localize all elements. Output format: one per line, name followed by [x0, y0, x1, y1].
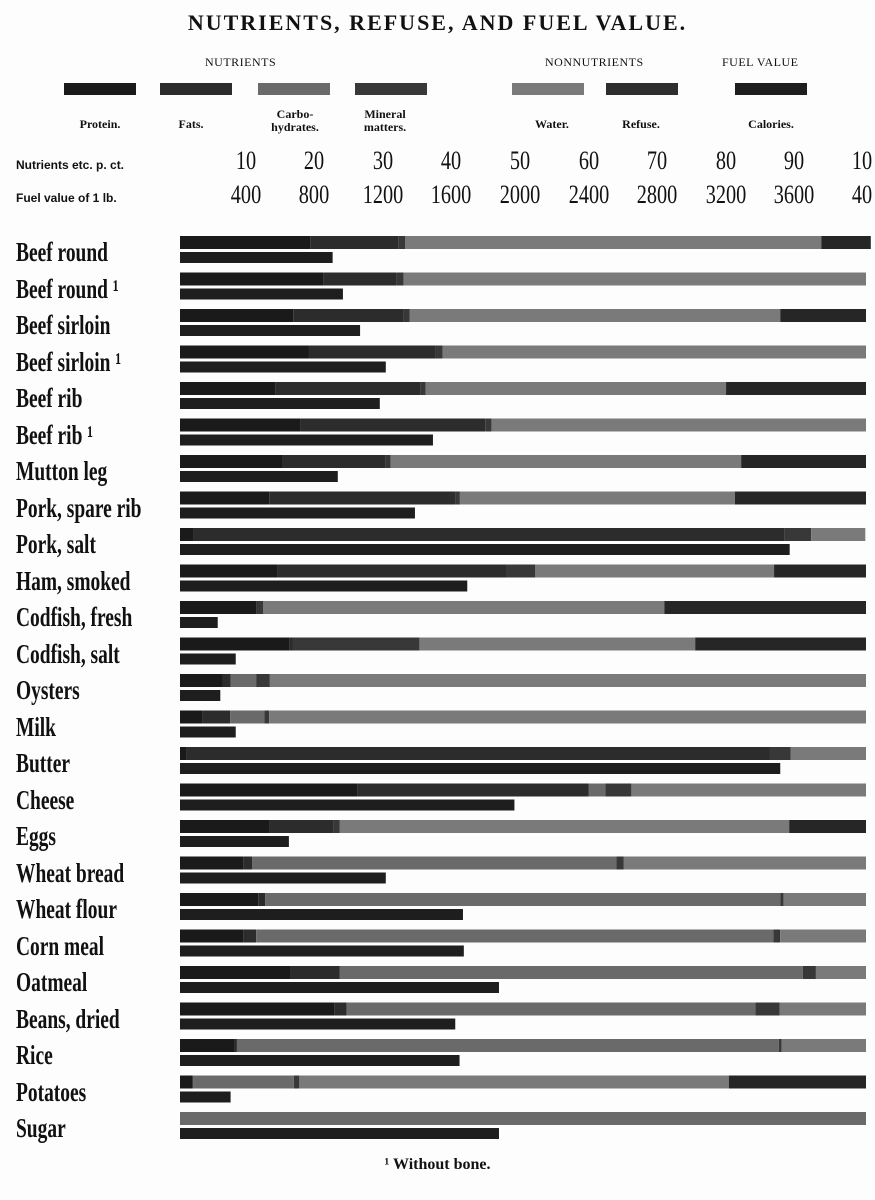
bar-segment-carbs	[180, 1112, 866, 1125]
bar-segment-carbs	[231, 674, 256, 687]
bar-segment-mineral	[421, 382, 426, 395]
bar-segment-fats	[223, 674, 231, 687]
bar-segment-carbs	[237, 1039, 779, 1052]
bar-segment-protein	[180, 455, 283, 468]
bar-segment-refuse	[789, 820, 866, 833]
bar-segment-refuse	[741, 455, 866, 468]
bar-segment-protein	[180, 309, 293, 322]
bar-segment-mineral	[385, 455, 390, 468]
bar-calories	[180, 654, 236, 665]
bar-segment-mineral	[293, 638, 420, 651]
bar-segment-water	[780, 930, 866, 943]
legend-label-protein: Protein.	[79, 117, 121, 131]
bar-segment-mineral	[334, 820, 340, 833]
legend-group-nonnutrients: NONNUTRIENTS	[545, 55, 644, 69]
bar-segment-fats	[300, 419, 485, 432]
calorie-tick-label: 3600	[774, 180, 815, 209]
bar-segment-water	[405, 236, 821, 249]
bar-segment-protein	[180, 747, 187, 760]
bar-segment-protein	[180, 784, 358, 797]
bar-segment-water	[404, 273, 866, 286]
bar-segment-water	[419, 638, 695, 651]
bar-segment-protein	[180, 601, 256, 614]
bar-segment-fats	[275, 382, 420, 395]
bar-segment-fats	[258, 893, 265, 906]
bar-segment-mineral	[770, 747, 791, 760]
bar-segment-refuse	[695, 638, 866, 651]
bar-segment-water	[391, 455, 742, 468]
bar-segment-mineral	[803, 966, 816, 979]
bar-segment-protein	[180, 638, 290, 651]
bar-segment-fats	[187, 747, 770, 760]
bar-segment-mineral	[455, 492, 460, 505]
bar-calories	[180, 471, 338, 482]
bar-segment-water	[491, 419, 866, 432]
food-name-label: Butter	[16, 748, 70, 778]
food-name-label: Beef round	[16, 237, 108, 267]
calorie-tick-label: 3200	[705, 180, 747, 209]
bar-calories	[180, 398, 380, 409]
bar-segment-water	[270, 674, 866, 687]
legend-label-fats: Fats.	[178, 117, 204, 131]
bar-calories	[180, 1128, 499, 1139]
bar-segment-fats	[334, 1003, 346, 1016]
bar-calories	[180, 435, 433, 446]
bar-calories	[180, 617, 218, 628]
food-name-label: Sugar	[16, 1113, 66, 1143]
percent-tick-label: 60	[578, 146, 599, 175]
bar-segment-mineral	[485, 419, 491, 432]
food-name-label: Oatmeal	[16, 967, 88, 997]
bar-segment-carbs	[230, 711, 264, 724]
food-name-label: Corn meal	[16, 930, 105, 961]
legend-group-fuel-value: FUEL VALUE	[722, 55, 799, 69]
calorie-tick-label: 2400	[568, 180, 609, 209]
bar-calories	[180, 508, 415, 519]
bar-segment-protein	[180, 820, 270, 833]
bar-segment-fats	[243, 857, 252, 870]
bar-segment-fats	[290, 966, 339, 979]
bar-segment-water	[791, 747, 866, 760]
bar-segment-fats	[235, 1039, 237, 1052]
food-name-label: Pork, spare rib	[16, 492, 142, 523]
bar-segment-water	[784, 893, 866, 906]
food-name-label: Potatoes	[16, 1076, 87, 1107]
percent-tick-label: 70	[647, 146, 668, 175]
food-name-label: Beef sirloin	[16, 310, 111, 340]
percent-tick-label: 20	[304, 146, 325, 175]
bar-segment-fats	[256, 601, 257, 614]
bar-segment-fats	[358, 784, 589, 797]
food-name-label: Milk	[16, 711, 56, 742]
bar-segment-protein	[180, 565, 277, 578]
calorie-tick-label: 400	[230, 180, 261, 209]
scale-label-calories: Fuel value of 1 lb.	[16, 191, 117, 205]
bar-segment-mineral	[605, 784, 631, 797]
food-name-label: Beef rib ¹	[16, 419, 94, 450]
bar-calories	[180, 1019, 455, 1030]
bar-segment-protein	[180, 528, 193, 541]
bar-calories	[180, 252, 333, 263]
bar-segment-mineral	[784, 528, 811, 541]
food-name-label: Beans, dried	[16, 1003, 120, 1034]
bar-segment-water	[780, 1003, 866, 1016]
bar-segment-protein	[180, 382, 275, 395]
percent-tick-label: 40	[441, 146, 462, 175]
scale-label-percent: Nutrients etc. p. ct.	[16, 158, 125, 172]
legend-label-refuse: Refuse.	[622, 117, 660, 131]
chart-title: NUTRIENTS, REFUSE, AND FUEL VALUE.	[187, 10, 688, 35]
bar-segment-mineral	[780, 893, 783, 906]
legend-label-mineral: Mineral matters.	[363, 107, 407, 134]
bar-segment-carbs	[193, 1076, 294, 1089]
bar-calories	[180, 800, 514, 811]
bar-segment-mineral	[507, 565, 536, 578]
bar-segment-protein	[180, 966, 290, 979]
bar-segment-mineral	[398, 236, 405, 249]
food-name-label: Codfish, fresh	[16, 602, 133, 632]
food-name-label: Wheat bread	[16, 857, 125, 888]
bar-segment-water	[782, 1039, 866, 1052]
food-name-label: Eggs	[16, 821, 56, 851]
bar-calories	[180, 690, 220, 701]
bar-segment-refuse	[664, 601, 866, 614]
food-name-label: Oysters	[16, 675, 80, 705]
bar-segment-protein	[180, 1076, 192, 1089]
bar-segment-protein	[180, 236, 310, 249]
bar-segment-mineral	[396, 273, 404, 286]
food-name-label: Codfish, salt	[16, 638, 120, 669]
food-name-label: Beef rib	[16, 383, 83, 413]
bar-segment-mineral	[756, 1003, 780, 1016]
bar-calories	[180, 362, 386, 373]
bar-calories	[180, 581, 467, 592]
bar-segment-mineral	[773, 930, 780, 943]
bar-calories	[180, 909, 463, 920]
bar-calories	[180, 873, 386, 884]
bar-segment-mineral	[779, 1039, 782, 1052]
food-name-label: Rice	[16, 1040, 53, 1070]
bar-segment-fats	[323, 273, 396, 286]
bar-segment-protein	[180, 893, 258, 906]
bar-segment-protein	[180, 273, 323, 286]
percent-tick-label: 50	[509, 146, 531, 175]
legend-label-carbs: Carbo- hydrates.	[271, 107, 319, 134]
bar-segment-protein	[180, 492, 269, 505]
bar-segment-protein	[180, 419, 300, 432]
bar-segment-water	[299, 1076, 728, 1089]
percent-tick-label: 80	[715, 146, 736, 175]
percent-tick-label: 90	[784, 146, 805, 175]
bar-segment-protein	[180, 346, 309, 359]
bar-segment-carbs	[265, 893, 780, 906]
bar-segment-fats	[269, 492, 455, 505]
bar-segment-fats	[290, 638, 293, 651]
bar-calories	[180, 1092, 231, 1103]
bar-segment-refuse	[774, 565, 866, 578]
bar-segment-fats	[203, 711, 230, 724]
bar-segment-refuse	[780, 309, 866, 322]
food-name-label: Mutton leg	[16, 456, 108, 486]
bar-segment-carbs	[347, 1003, 756, 1016]
bar-segment-water	[426, 382, 726, 395]
calorie-tick-label: 800	[298, 180, 330, 209]
bar-segment-protein	[180, 1003, 334, 1016]
bar-calories	[180, 289, 343, 300]
food-name-label: Ham, smoked	[16, 565, 131, 596]
bar-segment-refuse	[726, 382, 866, 395]
calorie-tick-label: 1200	[362, 180, 404, 209]
bar-segment-water	[410, 309, 780, 322]
legend-label-water: Water.	[535, 117, 569, 131]
bar-segment-protein	[180, 1039, 235, 1052]
bar-segment-water	[624, 857, 866, 870]
legend-group-nutrients: NUTRIENTS	[205, 55, 277, 69]
bar-segment-water	[811, 528, 865, 541]
bar-calories	[180, 836, 289, 847]
bar-segment-mineral	[616, 857, 624, 870]
bar-segment-fats	[309, 346, 436, 359]
food-name-label: Pork, salt	[16, 529, 96, 559]
calorie-tick-label: 2000	[499, 180, 541, 209]
bar-segment-fats	[277, 565, 506, 578]
bar-segment-refuse	[821, 236, 870, 249]
bar-segment-fats	[243, 930, 256, 943]
bar-segment-water	[816, 966, 866, 979]
bar-segment-fats	[193, 528, 784, 541]
bar-calories	[180, 325, 360, 336]
bar-segment-water	[340, 820, 789, 833]
bar-segment-fats	[192, 1076, 193, 1089]
bar-segment-mineral	[256, 674, 270, 687]
percent-tick-label: 30	[372, 146, 393, 175]
bar-segment-mineral	[294, 1076, 299, 1089]
percent-tick-label: 10	[851, 146, 873, 175]
food-name-label: Beef sirloin ¹	[16, 346, 122, 377]
bar-calories	[180, 544, 790, 555]
bar-segment-protein	[180, 674, 223, 687]
bar-segment-carbs	[252, 857, 616, 870]
calorie-tick-label: 1600	[431, 180, 472, 209]
bar-segment-water	[460, 492, 735, 505]
bar-segment-fats	[293, 309, 403, 322]
bar-segment-water	[535, 565, 774, 578]
bar-segment-fats	[283, 455, 385, 468]
bar-calories	[180, 1055, 460, 1066]
bar-segment-carbs	[256, 930, 773, 943]
bar-segment-water	[443, 346, 866, 359]
bar-segment-mineral	[264, 711, 269, 724]
bar-segment-mineral	[436, 346, 443, 359]
bar-segment-fats	[310, 236, 398, 249]
bar-segment-protein	[180, 857, 243, 870]
bar-segment-mineral	[258, 601, 263, 614]
calorie-tick-label: 40	[851, 180, 873, 209]
bar-segment-mineral	[404, 309, 410, 322]
bar-segment-protein	[180, 711, 203, 724]
percent-tick-label: 10	[235, 146, 256, 175]
bar-segment-refuse	[735, 492, 866, 505]
bar-segment-carbs	[589, 784, 605, 797]
calorie-tick-label: 2800	[636, 180, 678, 209]
footnote: ¹ Without bone.	[384, 1156, 491, 1173]
bar-segment-carbs	[340, 966, 803, 979]
food-name-label: Beef round ¹	[16, 273, 119, 304]
food-name-label: Wheat flour	[16, 894, 117, 924]
bar-segment-water	[263, 601, 664, 614]
legend-label-calories: Calories.	[748, 117, 794, 131]
bar-calories	[180, 946, 464, 957]
bar-segment-protein	[180, 930, 243, 943]
bar-calories	[180, 763, 780, 774]
food-name-label: Cheese	[16, 784, 75, 815]
bar-calories	[180, 982, 499, 993]
bar-segment-water	[269, 711, 866, 724]
bar-segment-water	[631, 784, 866, 797]
bar-calories	[180, 727, 236, 738]
bar-segment-refuse	[729, 1076, 866, 1089]
bar-segment-fats	[270, 820, 334, 833]
